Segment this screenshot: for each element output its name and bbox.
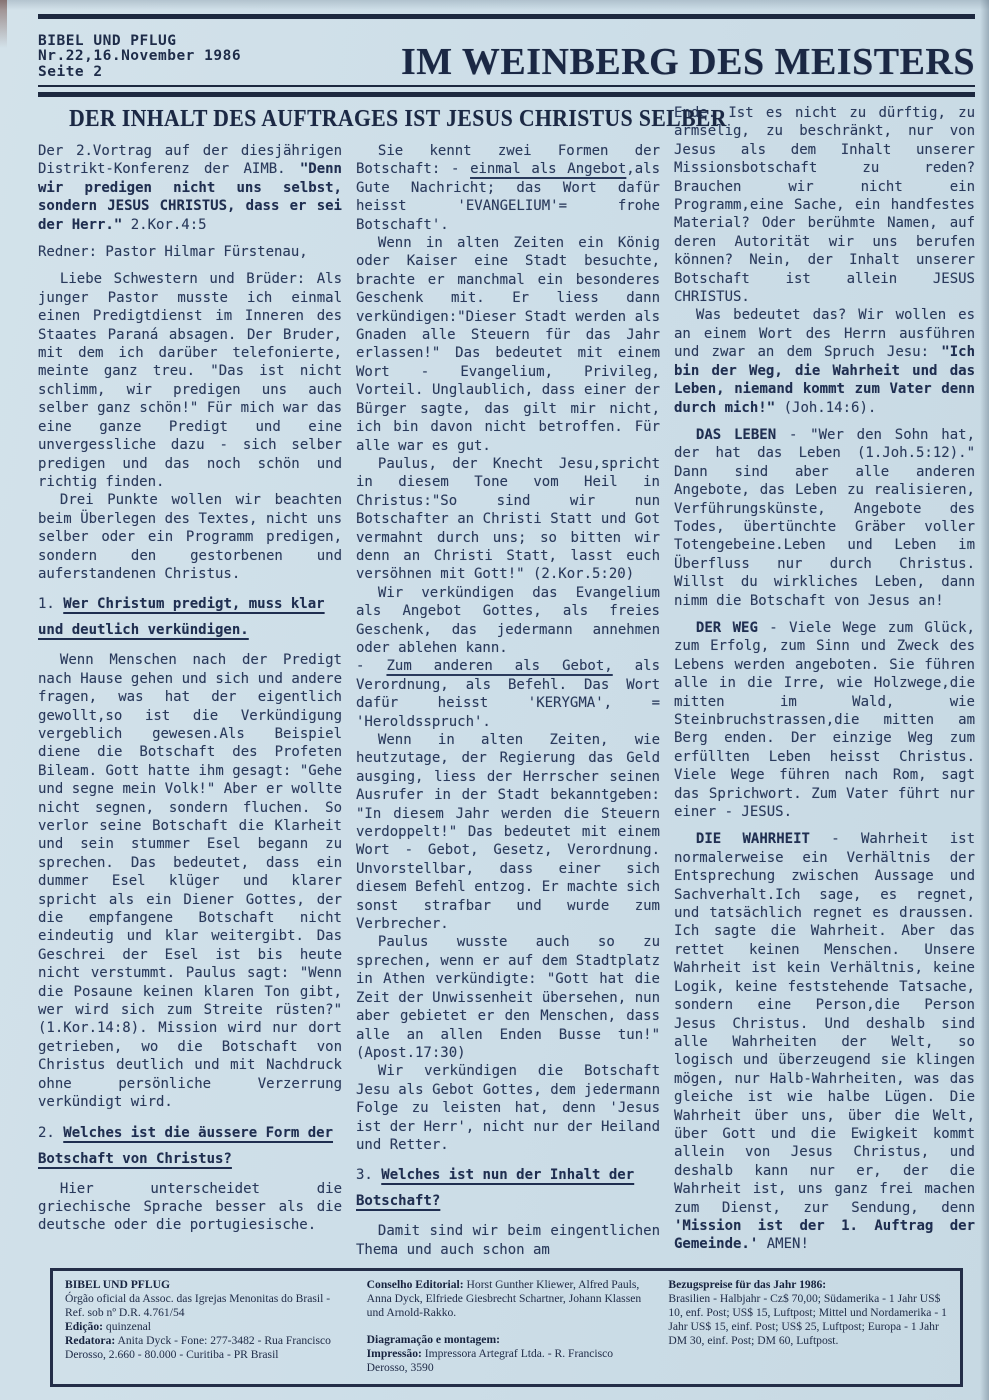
text-run: Sie kennt zwei Formen der Botschaft: - [356, 143, 660, 178]
text-run: Impressão: [366, 1346, 422, 1360]
paragraph [674, 619, 975, 821]
text-run: Órgão oficial da Assoc. das Igrejas Menonitas do Brasil - Ref. sob nº D.R. 4.761/54 [65, 1291, 331, 1319]
imprint-line [668, 1278, 948, 1292]
text-run: Wenn in alten Zeiten, wie heutzutage, der Regierung das Geld ausging, liess der Herrscher seinen Ausrufer in der Stadt bekanntgeben: "In diesem Jahr werden die Steuern verdoppelt!" Das bedeutet mit einem Wort - Gebot, Gesetz, Verordnung. Unvorstellbar, dass einer sich diesem Befehl entzog. Er machte sich sonst strafbar und wurde zum Verbrecher. [356, 732, 660, 933]
article-column-2 [356, 142, 660, 1259]
masthead-title: IM WEINBERG DES MEISTERS [400, 41, 975, 83]
divider-thin-rule [38, 85, 975, 87]
text-run: Liebe Schwestern und Brüder: Als junger Pastor musste ich einmal einen Predigtdienst im Inneren des Staates Paraná absagen. Der Bruder, mit dem ich darüber telefonierte, meinte ganz treu. "Das ist nicht schlimm, wir predigen uns auch selber ganz schön!" Für mich war das eine ganze Predigt und eine unvergessliche dazu - sich selber predigen und das noch schön und richtig finden. [38, 271, 342, 490]
text-run: DER WEG [695, 619, 758, 636]
paragraph [38, 491, 342, 583]
text-run: - Wahrheit ist normalerweise ein Verhältnis der Entsprechung zwischen Aussage und Sachverhalt.Ich sage, es regnet, und tatsächlich regnet es draussen. Ich sagte die Wahrheit. Aber das rettet keinen Menschen. Unsere Wahrheit ist kein Verhältnis, keine Logik, keine feststehende Tatsache, sondern eine Person,die Person Jesus Christus. Und deshalb sind alle Wahrheiten der Welt, so logisch und überzeugend sie klingen mögen, nur Halb-Wahrheiten, was das gleiche ist wie halbe Lügen. Die Wahrheit über uns, über die Welt, über Gott und die Ewigkeit kommt allein von Jesus Christus, und deshalb kann nur er, der die Wahrheit ist, uns ganz frei machen zum Dienst, zur Sendung, denn [674, 831, 975, 1216]
article-column-1 [38, 142, 342, 1259]
text-run: 2. [38, 1124, 64, 1141]
top-rule [38, 14, 975, 19]
text-run: - [356, 658, 387, 675]
text-run: Wenn Menschen nach der Predigt nach Hause gehen und sich und andere fragen, was hat der eigentlich gewollt,so ist die Verkündigung vergeblich gewesen.Als Beispiel diene die Botschaft des Profeten Bileam. Gott hatte ihm gesagt: "Gehe und segne mein Volk!" Aber er wollte nicht segnen, sondern fluchen. So verlor seine Botschaft die Klarheit und sein stummer Esel begann zu sprechen. Das bedeutet, dass ein dummer Esel klüger und klarer spricht als ein Diener Gottes, der die empfangene Botschaft nicht eindeutig und klar weitergibt. Das Geschrei der Esel ist bis heute nicht verstummt. Paulus sagt: "Wenn die Posaune keinen klaren Ton gibt, wer wird sich zum Streite rüsten?"(1.Kor.14:8). Mission wird nur dort getrieben, wo die Botschaft von Christus deutlich und mit Nachdruck ohne persönliche Verzerrung verkündigt wird. [38, 652, 342, 1111]
text-run: Redner: Pastor Hilmar Fürstenau, [38, 244, 308, 261]
article-headline: DER INHALT DES AUFTRAGES IST JESUS CHRISTUS SELBER [69, 106, 727, 132]
imprint-line [65, 1320, 345, 1334]
paragraph [38, 1180, 342, 1235]
text-run: "Ich bin der Weg, die Wahrheit und das Leben, niemand kommt zum Vater denn durch mich!" [674, 344, 975, 416]
text-run: Wir verkündigen die Botschaft Jesu als Gebot Gottes, dem jedermann Folge zu leisten hat, denn 'Jesus ist der Herr', nicht nur der Heiland und Retter. [356, 1063, 660, 1153]
text-run: einmal als Angebot [470, 161, 627, 178]
text-run: (Joh.14:6). [775, 399, 877, 416]
text-run: Ende. Ist es nicht zu dürftig, zu armselig, zu beschränkt, nur von Jesus als dem Inhalt unserer Missionsbotschaft zu reden? Brauchen wir nicht ein Programm,eine Sache, ein handfestes Material? Oder berühmte Namen, auf deren Autorität wir uns berufen können? Nein, der Inhalt unserer Botschaft ist allein JESUS CHRISTUS. [674, 105, 975, 306]
page-content [38, 14, 975, 1259]
paragraph [38, 270, 342, 491]
text-run: als Verordnung, als Befehl. Das Wort dafür heisst 'KERYGMA', = 'Heroldsspruch'. [356, 658, 661, 730]
paragraph [674, 104, 975, 306]
text-run: ,als Gute Nachricht; das Wort dafür heisst 'EVANGELIUM'= frohe Botschaft'. [356, 161, 661, 233]
imprint-line [65, 1292, 345, 1320]
imprint-line [668, 1292, 948, 1348]
scan-edge-right [980, 0, 989, 1400]
text-run: DIE WAHRHEIT [695, 831, 810, 848]
text-run: Welches ist nun der Inhalt der Botschaft? [356, 1167, 635, 1210]
paragraph [356, 142, 660, 234]
text-run: - "Wer den Sohn hat, der hat das Leben (1.Joh.5:12)." Dann sind aber alle anderen Angebote, das Leben zu realisieren, Verführungskünste, Angebote des Todes, übertünchte Gräber voller Totengebeine.Leben und Leben im Überfluss nur durch Christus. Willst du wirkliches Leben, dann nimm die Botschaft von Jesus an! [674, 426, 975, 609]
text-run: Impressora Artegraf Ltda. - R. Francisco Derosso, 3590 [366, 1346, 614, 1374]
imprint-publication-info [65, 1278, 345, 1374]
text-run: 2.Kor.4:5 [130, 216, 207, 233]
text-run: Drei Punkte wollen wir beachten beim Überlegen des Textes, nicht uns selber oder ein Programm predigen, sondern den gestorbenen und auferstandenen Christus. [38, 492, 342, 582]
text-run: Horst Gunther Kliewer, Alfred Pauls, Anna Dyck, Elfriede Giesbrecht Schartner, Johann Klassen und Arnold-Rakko. [366, 1278, 642, 1319]
text-run: 1. [38, 596, 64, 613]
article-body [38, 104, 975, 1259]
text-run: Brasilien - Halbjahr - Cz$ 70,00; Südamerika - 1 Jahr US$ 10, enf. Post; US$ 15, Luftpost; Mittel und Nordamerika - 1 Jahr US$ 15, einf. Post; US$ 25, Luftpost; Europa - 1 Jahr DM 30, einf. Post; DM 60, Luftpost. [668, 1291, 947, 1347]
page-header [38, 24, 975, 83]
text-run: Redatora: [65, 1333, 116, 1347]
imprint-line [367, 1347, 647, 1375]
imprint-line [65, 1278, 345, 1292]
text-run: Welches ist die äussere Form der Botschaft von Christus? [38, 1124, 334, 1167]
text-run: Paulus wusste auch so zu sprechen, wenn er auf dem Stadtplatz in Athen verkündigte: "Gott hat die Zeit der Unwissenheit übersehen, nun aber gebietet er den Menschen, dass alle an allen Enden Busse tun!" (Apost.17:30) [356, 934, 660, 1061]
text-run: 3. [356, 1167, 382, 1184]
paragraph [356, 234, 660, 455]
paragraph [356, 731, 660, 933]
text-run: Wer Christum predigt, muss klar und deutlich verkündigen. [38, 596, 325, 639]
scan-smudge [0, 0, 7, 48]
text-run: "Denn wir predigen nicht uns selbst, sondern JESUS CHRISTUS, dass er sei der Herr." [38, 161, 342, 233]
paragraph [38, 651, 342, 1111]
text-run: Bezugspreise für das Jahr 1986: [668, 1278, 827, 1291]
paragraph [38, 243, 342, 261]
section-heading [356, 1162, 660, 1214]
text-run: Hier unterscheidet die griechische Sprache besser als die deutsche oder die portugiesische. [38, 1180, 342, 1234]
text-run: quinzenal [103, 1319, 151, 1333]
paragraph [674, 426, 975, 610]
paragraph [356, 455, 660, 584]
imprint-box [50, 1268, 963, 1387]
paragraph [356, 1062, 660, 1154]
text-run: AMEN! [758, 1236, 809, 1253]
divider-thick-rule [38, 92, 975, 97]
scan-edge-top [0, 0, 989, 10]
publication-info [38, 34, 241, 81]
paragraph [356, 584, 660, 658]
issue-line: Nr.22,16.November 1986 [38, 48, 242, 64]
imprint-editorial-info [367, 1278, 647, 1374]
text-run: Conselho Editorial: [366, 1278, 464, 1291]
text-run: Der 2.Vortrag auf der diesjährigen Distrikt-Konferenz der AIMB. [38, 143, 342, 178]
text-run: Paulus, der Knecht Jesu,spricht in diesem Tone vom Heil in Christus:"So sind wir nun Botschafter an Christi Statt und Got vermahnt durch uns; so bitten wir denn an Christi Statt, lasst euch versöhnen mit Gott!" (2.Kor.5:20) [356, 455, 660, 583]
paragraph [674, 830, 975, 1253]
paragraph [356, 933, 660, 1062]
section-heading [38, 591, 342, 643]
text-run: Damit sind wir beim eingentlichen Thema und auch schon am [356, 1223, 660, 1258]
text-run: 'Mission ist der 1. Auftrag der Gemeinde.' [674, 1217, 975, 1253]
text-run: BIBEL UND PFLUG [65, 1278, 171, 1291]
paragraph [38, 142, 342, 234]
text-run: Edição: [65, 1319, 104, 1333]
text-run: Diagramação e montagem: [366, 1332, 500, 1346]
header-divider [38, 85, 975, 97]
imprint-line [65, 1334, 345, 1362]
text-run: Wir verkündigen das Evangelium als Angebot Gottes, als freies Geschenk, das jedermann annehmen oder ablehen kann. [356, 584, 660, 656]
text-run: Was bedeutet das? Wir wollen es an einem Wort des Herrn ausführen und zwar an dem Spruch Jesu: [674, 307, 975, 361]
imprint-line [367, 1333, 647, 1347]
paragraph [356, 1222, 660, 1259]
text-run: Zum anderen als Gebot, [386, 658, 613, 675]
text-run: Wenn in alten Zeiten ein König oder Kaiser eine Stadt besuchte, brachte er manchmal ein besonderes Geschenk mit. Er liess dann verkündigen:"Dieser Stadt werden als Gnaden alle Steuern für das Jahr erlassen!" Das bedeutet mit einem Wort - Evangelium, Privileg, Vorteil. Unglaublich, dass einer der Bürger sagte, das gilt mir nicht, ich bin davon nicht betroffen. Für alle war es gut. [356, 235, 660, 454]
article-columns-1-2 [38, 142, 660, 1259]
page-number-line: Seite 2 [38, 63, 103, 80]
text-run: Anita Dyck - Fone: 277-3482 - Rua Francisco Derosso, 2.660 - 80.000 - Curitiba - PR Brasil [65, 1333, 331, 1361]
text-run: DAS LEBEN [695, 426, 777, 443]
paragraph [356, 657, 660, 731]
imprint-line [367, 1278, 647, 1320]
paragraph [674, 306, 975, 416]
text-run: - Viele Wege zum Glück, zum Erfolg, zum Sinn und Zweck des Lebens werden angeboten. Sie führen alle in die Irre, wie Holzwege,die mitten im Wald, wie Steinbruchstrassen,die mitten am Berg enden. Der einzige Weg zum erfüllten Leben heisst Christus. Viele Wege führen nach Rom, sagt das Sprichwort. Zum Vater führt nur einer - JESUS. [674, 619, 975, 821]
section-heading [38, 1120, 342, 1172]
article-column-3 [674, 104, 975, 1259]
imprint-subscription-info [668, 1278, 948, 1374]
publication-title: BIBEL UND PFLUG [38, 32, 177, 49]
